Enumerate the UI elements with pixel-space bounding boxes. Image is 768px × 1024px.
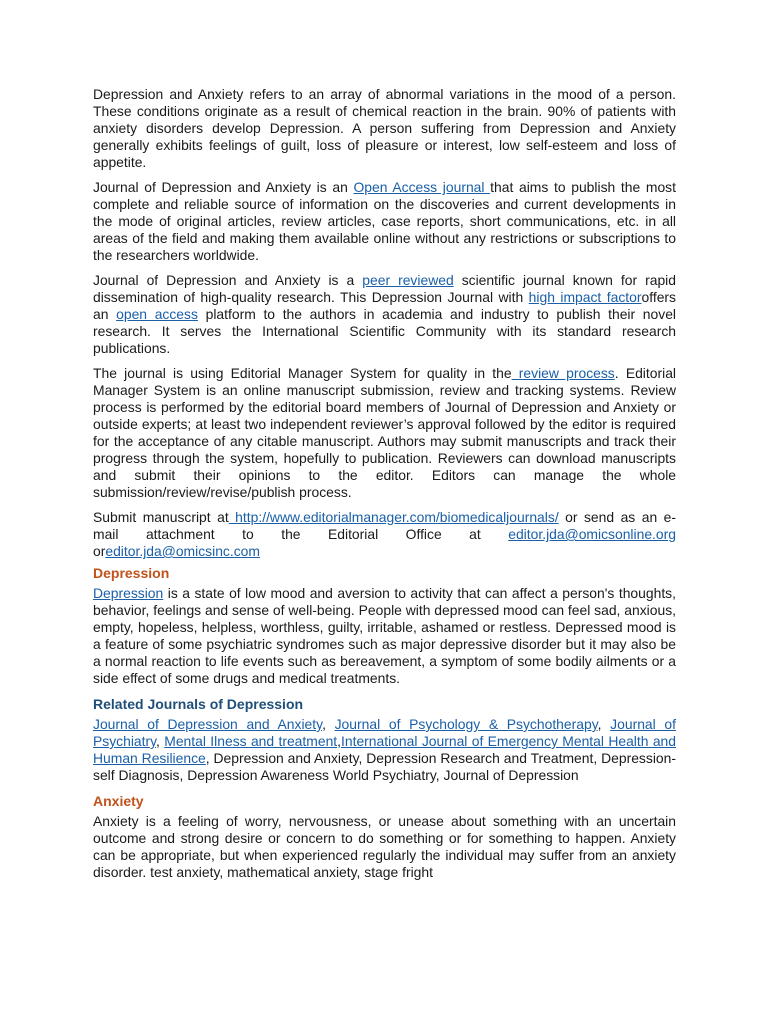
editorial-manager-link[interactable]: http://www.editorialmanager.com/biomedicaljournals/ (228, 509, 559, 525)
mental-illness-link[interactable]: Mental Ilness and treatment (164, 733, 338, 749)
intro-paragraph: Depression and Anxiety refers to an array of abnormal variations in the mood of a person. These conditions originate as a result of chemical reaction in the brain. 90% of patients with anxiety disorders develop Depression. A person suffering from Depression and Anxiety generally exhibits feelings of guilt, loss of pleasure or interest, low self-esteem and loss of appetite. (93, 86, 676, 170)
peer-reviewed-paragraph (93, 272, 676, 357)
text-span: scientific journal known for rapid dissemination of high-quality research. This Depression Journal with (93, 272, 676, 305)
related-journals-heading: Related Journals of Depression (93, 696, 304, 712)
related-journals-paragraph (93, 716, 676, 784)
text-span: is a state of low mood and aversion to activity that can affect a person's thoughts, behavior, feelings and sense of well-being. People with depressed mood can feel sad, anxious, empty, hopeless, helpless, worthless, guilty, irritable, ashamed or restless. Depressed mood is a feature of some psychiatric syndromes such as major depressive disorder but it may also be a normal reaction to life events such as bereavement, a symptom of some bodily ailments or a side effect of some drugs and medical treatments. (93, 585, 677, 686)
text-span: Journal of Depression and Anxiety is an (93, 179, 354, 195)
emergency-mental-health-link[interactable]: International Journal of Emergency Mental Health and Human Resilience (93, 733, 676, 766)
separator: , (597, 716, 611, 732)
journal-psychiatry-link[interactable]: Journal of Psychiatry (93, 716, 676, 749)
text-span: The journal is using Editorial Manager System for quality in the (93, 365, 512, 381)
text-span: , Depression and Anxiety, Depression Research and Treatment, Depression-self Diagnosis, Depression Awareness World Psychiatry, Journal of Depression (93, 750, 676, 783)
peer-reviewed-link[interactable]: peer reviewed (362, 272, 454, 288)
anxiety-paragraph: Anxiety is a feeling of worry, nervousness, or unease about something with an uncertain outcome and strong desire or concern to do something or for something to happen. Anxiety can be appropriate, but when experienced regularly the individual may suffer from an anxiety disorder. test anxiety, mathematical anxiety, stage fright (93, 813, 676, 880)
open-access-link[interactable]: open access (116, 306, 198, 322)
text-span: or (93, 543, 106, 559)
email-omicsonline-link[interactable]: editor.jda@omicsonline.org (508, 526, 676, 542)
anxiety-heading: Anxiety (93, 793, 144, 809)
text-span: or send as an e-mail attachment to the Editorial Office at (93, 509, 676, 542)
depression-link[interactable]: Depression (93, 585, 164, 601)
journal-depression-anxiety-link[interactable]: Journal of Depression and Anxiety (93, 716, 323, 732)
text-span: . Editorial Manager System is an online manuscript submission, review and tracking systems. Review process is performed by the editorial board members of Journal of Depression and Anxiety or outside experts; at least two independent reviewer’s approval followed by the editor is required for the acceptance of any citable manuscript. Authors may submit manuscripts and track their progress through the system, hopefully to publication. Reviewers can download manuscripts and submit their opinions to the editor. Editors can manage the whole submission/review/revise/publish process. (93, 365, 676, 500)
text-span: that aims to publish the most complete and reliable source of information on the discoveries and current developments in the mode of original articles, review articles, case reports, short communications, etc. in all areas of the field and making them available online without any restrictions or subscriptions to the researchers worldwide. (93, 179, 676, 263)
open-access-journal-link[interactable]: Open Access journal (353, 179, 491, 195)
text-span: offers an (93, 289, 676, 322)
text-span: Submit manuscript at (93, 509, 229, 525)
depression-heading: Depression (93, 565, 170, 581)
document-page (93, 86, 676, 889)
submit-manuscript-paragraph (93, 509, 676, 560)
text-span: Journal of Depression and Anxiety is a (93, 272, 363, 288)
separator: , (337, 733, 342, 749)
review-process-paragraph (93, 365, 676, 501)
depression-paragraph (93, 585, 676, 687)
journal-psychology-link[interactable]: Journal of Psychology & Psychotherapy (334, 716, 598, 732)
review-process-link[interactable]: review process (511, 365, 615, 381)
separator: , (322, 716, 335, 732)
open-access-paragraph (93, 179, 676, 264)
email-omicsinc-link[interactable]: editor.jda@omicsinc.com (105, 543, 260, 559)
separator: , (156, 733, 165, 749)
text-span: platform to the authors in academia and industry to publish their novel research. It serves the International Scientific Community with its standard research publications. (93, 306, 677, 356)
high-impact-factor-link[interactable]: high impact factor (528, 289, 642, 305)
